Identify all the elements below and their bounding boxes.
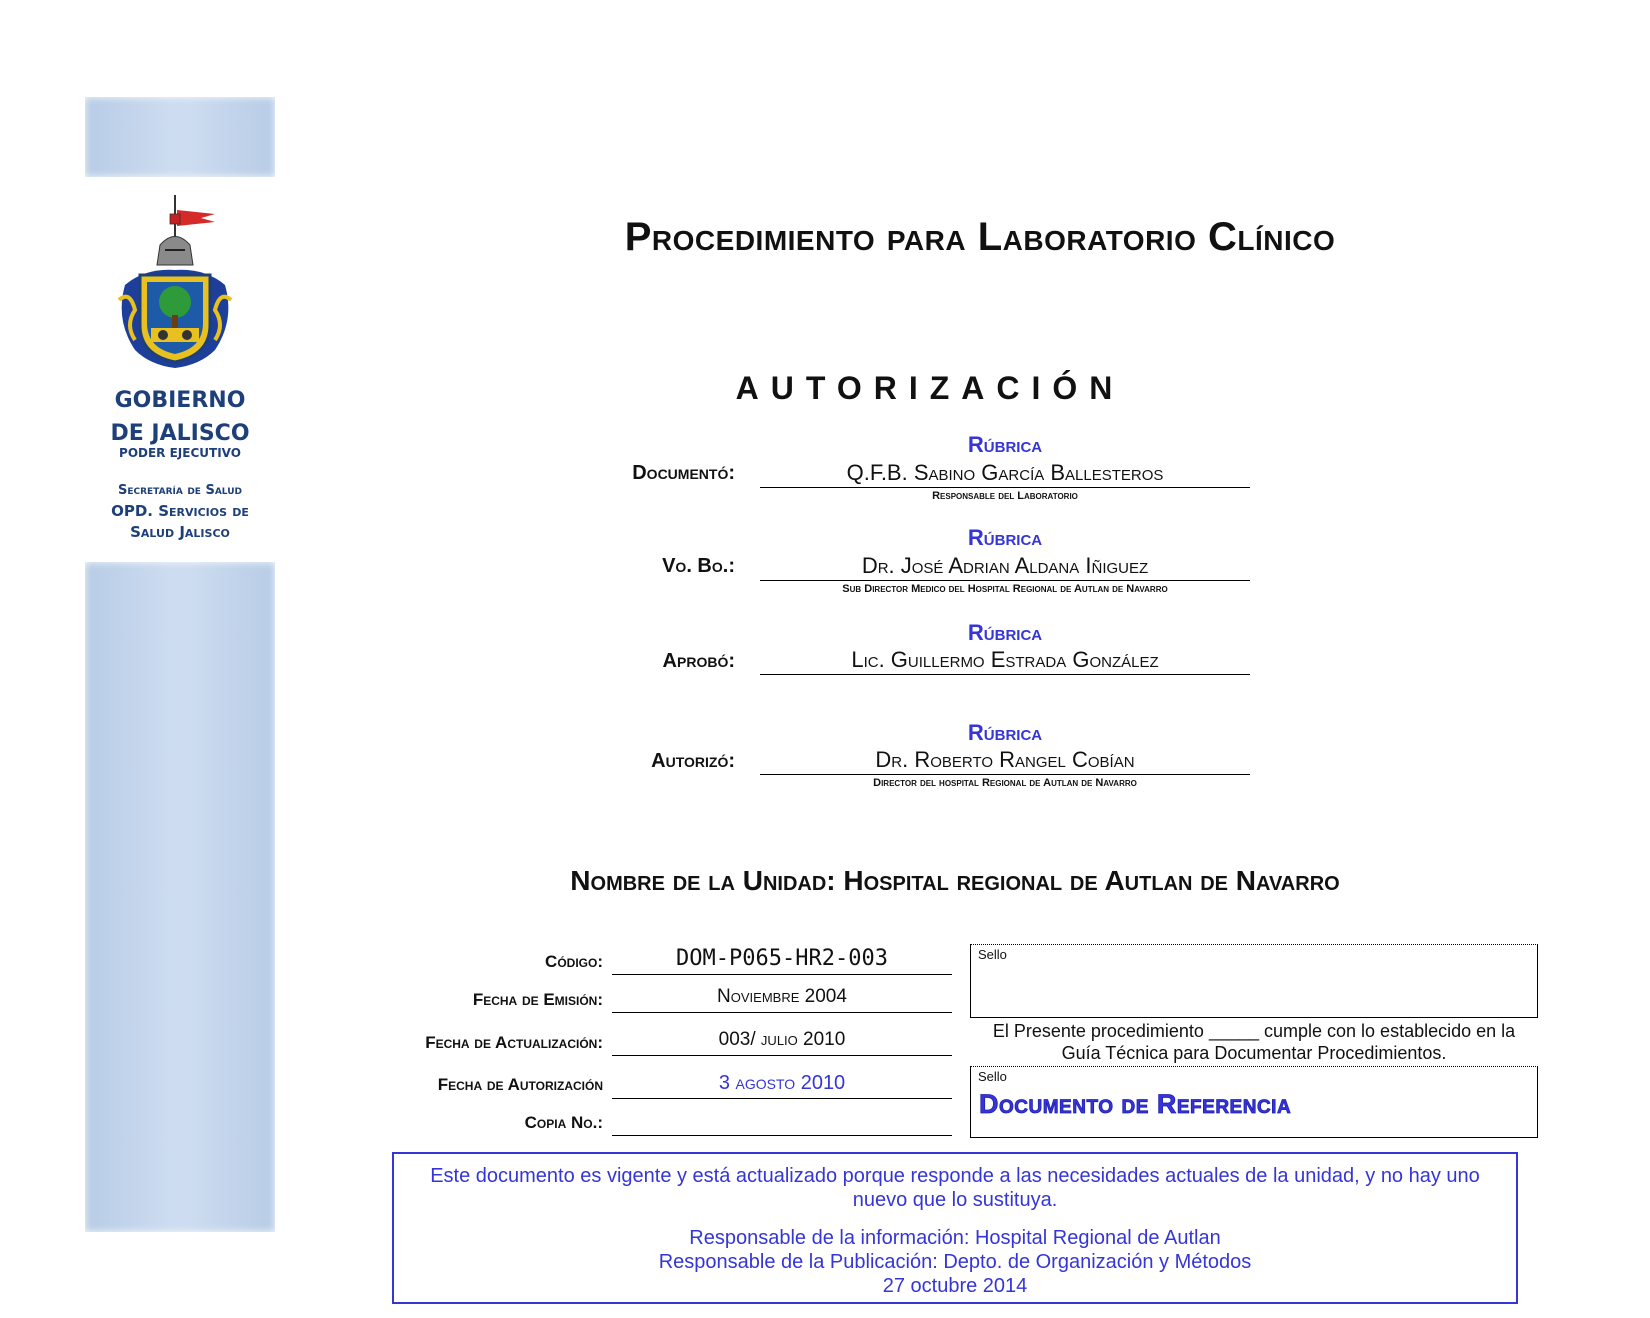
government-logo-block <box>85 190 275 543</box>
codigo-label: Código: <box>545 952 603 971</box>
secretaria-line2: OPD. Servicios de <box>111 502 249 520</box>
signature-label-3: Aprobó: <box>662 650 735 672</box>
signature-role-2: Sub Director Medico del Hospital Regional de Autlan de Navarro <box>842 583 1168 595</box>
seal-box-1 <box>970 944 1538 1018</box>
notice-line3: Responsable de la Publicación: Depto. de Organización y Métodos <box>658 1251 1252 1273</box>
authorization-heading: AUTORIZACIÓN <box>735 370 1125 406</box>
seal-label-1: Sello <box>978 947 1007 962</box>
notice-line4: 27 octubre 2014 <box>882 1275 1028 1297</box>
codigo-value: DOM-P065-HR2-003 <box>612 944 952 975</box>
sidebar-bottom-panel <box>85 562 275 1232</box>
signature-label-4: Autorizó: <box>651 750 735 772</box>
emision-label: Fecha de Emisión: <box>472 990 603 1009</box>
compliance-text <box>970 1020 1538 1064</box>
signature-role-4: Director del hospital Regional de Autlan de Navarro <box>873 777 1137 789</box>
signature-label-2: Vo. Bo.: <box>662 555 735 577</box>
compliance-line2: Guía Técnica para Documentar Procedimientos. <box>1061 1043 1447 1063</box>
page-title: Procedimiento para Laboratorio Clínico <box>624 215 1336 259</box>
signature-name-1: Q.F.B. Sabino García Ballesteros <box>760 460 1250 488</box>
unit-name: Nombre de la Unidad: Hospital regional de Autlan de Navarro <box>570 865 1340 896</box>
sidebar-top-panel <box>85 97 275 177</box>
signature-name-2: Dr. José Adrian Aldana Iñiguez <box>760 553 1250 581</box>
copia-label: Copia No.: <box>524 1113 603 1132</box>
copia-value <box>612 1105 952 1136</box>
signature-name-4: Dr. Roberto Rangel Cobían <box>760 747 1250 775</box>
seal-label-2: Sello <box>978 1069 1007 1084</box>
signature-rubrica-1: Rúbrica <box>967 432 1043 457</box>
signature-rubrica-4: Rúbrica <box>967 720 1043 745</box>
signature-role-1: Responsable del Laboratorio <box>932 490 1078 502</box>
autorizacion-value: 3 agosto 2010 <box>612 1068 952 1099</box>
signature-rubrica-2: Rúbrica <box>967 525 1043 550</box>
emision-value: Noviembre 2004 <box>612 982 952 1013</box>
reference-document-stamp: Documento de Referencia <box>979 1089 1292 1119</box>
signature-name-3: Lic. Guillermo Estrada González <box>760 647 1250 675</box>
notice-line2: Responsable de la información: Hospital Regional de Autlan <box>689 1227 1221 1249</box>
signature-rubrica-3: Rúbrica <box>967 620 1043 645</box>
notice-line1: Este documento es vigente y está actualizado porque responde a las necesidades actuales de la unidad, y no hay uno nuevo que lo sustituya. <box>430 1165 1480 1211</box>
secretaria-line3: Salud Jalisco <box>130 523 230 541</box>
secretaria-block <box>85 480 275 543</box>
compliance-line1: El Presente procedimiento _____ cumple con lo establecido en la <box>992 1021 1516 1041</box>
signature-label-1: Documentó: <box>632 462 735 484</box>
validity-notice <box>392 1152 1518 1304</box>
actualizacion-label: Fecha de Actualización: <box>425 1033 603 1052</box>
secretaria-line1: Secretaría de Salud <box>117 483 243 498</box>
autorizacion-label: Fecha de Autorización <box>437 1075 603 1094</box>
actualizacion-value: 003/ julio 2010 <box>612 1025 952 1056</box>
jalisco-coat-of-arms-icon <box>105 190 255 380</box>
gov-subtitle: PODER EJECUTIVO <box>119 446 241 460</box>
seal-box-2 <box>970 1066 1538 1138</box>
gov-name-line2: DE JALISCO <box>110 421 250 446</box>
gov-name-line1: GOBIERNO <box>114 388 246 413</box>
